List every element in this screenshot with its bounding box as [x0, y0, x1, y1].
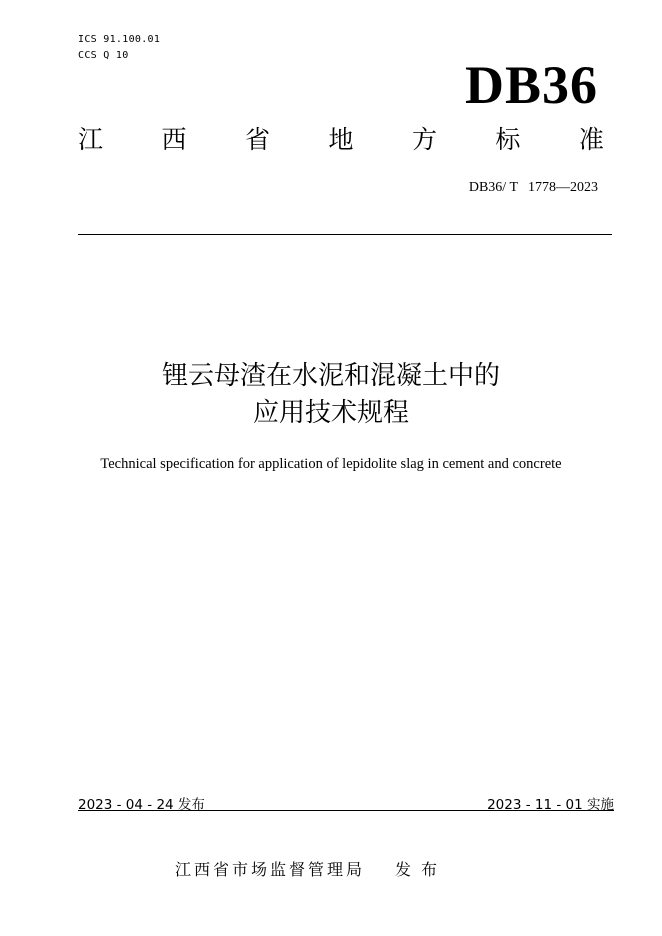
- publisher-name: 江西省市场监督管理局: [175, 860, 366, 879]
- standard-type-char: 地: [328, 125, 354, 154]
- standard-type-char: 标: [495, 125, 521, 154]
- standard-type-char: 准: [578, 125, 604, 154]
- standard-type-char: 江: [78, 125, 104, 154]
- standard-number: [469, 180, 598, 196]
- standard-type-char: 方: [411, 125, 437, 154]
- standard-type: [78, 127, 604, 152]
- top-divider: [78, 234, 612, 235]
- ics-code: ICS 91.100.01: [78, 34, 161, 45]
- implement-date: 2023 - 11 - 01 实施: [487, 797, 614, 813]
- standard-type-char: 西: [161, 125, 187, 154]
- standard-number-prefix: DB36/ T: [468, 180, 518, 195]
- publish-word: 发布: [395, 860, 448, 879]
- title-zh-line2: 应用技术规程: [252, 398, 409, 428]
- title-en: Technical specification for application of lepidolite slag in cement and concrete: [100, 456, 562, 472]
- publisher-line: [175, 857, 447, 880]
- standard-number-value: 1778—2023: [528, 180, 598, 195]
- db-logo: DB36: [464, 55, 598, 115]
- issue-date: 2023 - 04 - 24 发布: [78, 797, 205, 813]
- document-title: [0, 358, 662, 432]
- standard-type-char: 省: [244, 125, 270, 154]
- ccs-code: CCS Q 10: [78, 50, 129, 61]
- title-zh-line1: 锂云母渣在水泥和混凝土中的: [161, 361, 500, 391]
- bottom-divider: [78, 810, 614, 811]
